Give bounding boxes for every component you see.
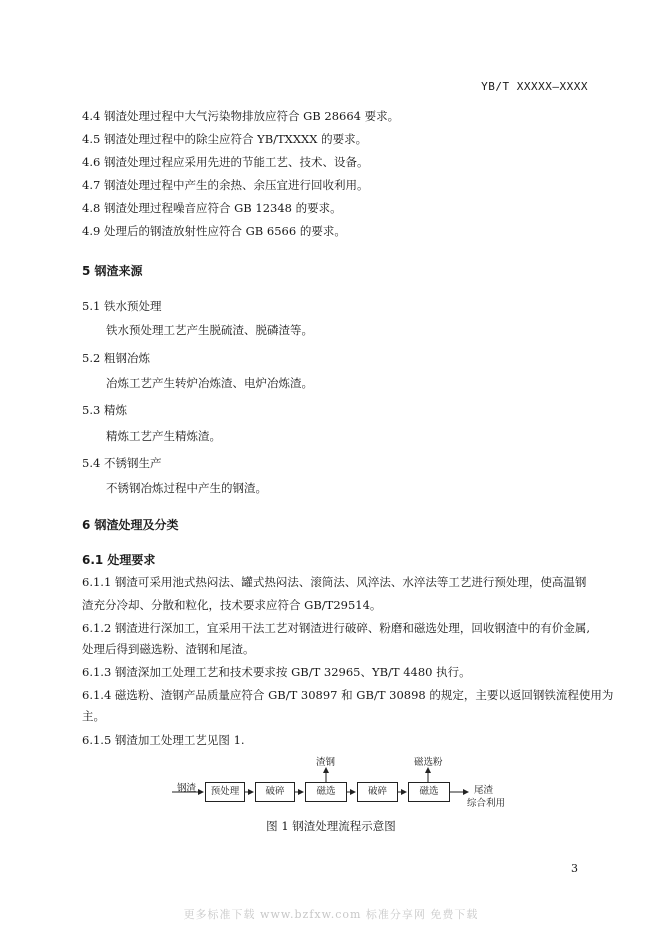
clause-6-1-1-line1: 6.1.1 钢渣可采用池式热闷法、罐式热闷法、滚筒法、风淬法、水淬法等工艺进行预处理，使高温钢 <box>82 575 587 589</box>
flow-box-magnetic-1: 磁选 <box>305 782 347 802</box>
page-number: 3 <box>571 862 578 875</box>
clause-4-4: 4.4 钢渣处理过程中大气污染物排放应符合 GB 28664 要求。 <box>82 109 400 123</box>
flow-box-pretreatment: 预处理 <box>205 782 245 802</box>
clause-6-1-2-line1: 6.1.2 钢渣进行深加工，宜采用干法工艺对钢渣进行破碎、粉磨和磁选处理，回收钢渣中的有价金属, <box>82 621 591 635</box>
section-6-heading: 6 钢渣处理及分类 <box>82 518 179 532</box>
clause-5-2-text: 冶炼工艺产生转炉冶炼渣、电炉冶炼渣。 <box>106 376 313 390</box>
flow-output-magnetic-powder: 磁选粉 <box>414 757 443 768</box>
clause-5-3-text: 精炼工艺产生精炼渣。 <box>106 429 221 443</box>
flow-input-label: 钢渣 <box>177 783 197 794</box>
flow-output-slag-steel: 渣钢 <box>316 757 336 768</box>
section-5-heading: 5 钢渣来源 <box>82 264 143 278</box>
clause-4-5: 4.5 钢渣处理过程中的除尘应符合 YB/TXXXX 的要求。 <box>82 132 368 146</box>
flow-box-crushing-2: 破碎 <box>357 782 398 802</box>
flow-box-magnetic-2: 磁选 <box>408 782 450 802</box>
flow-final-tailings: 尾渣 <box>474 785 494 796</box>
flow-final-utilization: 综合利用 <box>467 798 506 809</box>
clause-5-3-title: 5.3 精炼 <box>82 403 127 417</box>
process-flowchart <box>170 752 520 812</box>
clause-6-1-4-line1: 6.1.4 磁选粉、渣钢产品质量应符合 GB/T 30897 和 GB/T 30898 的规定，主要以返回钢铁流程使用为 <box>82 688 614 702</box>
figure-caption: 图 1 钢渣处理流程示意图 <box>266 819 396 833</box>
clause-6-1-4-line2: 主。 <box>82 709 105 723</box>
clause-4-7: 4.7 钢渣处理过程中产生的余热、余压宜进行回收利用。 <box>82 178 369 192</box>
clause-5-2-title: 5.2 粗钢冶炼 <box>82 351 150 365</box>
flow-box-crushing-1: 破碎 <box>255 782 295 802</box>
clause-5-4-text: 不锈钢冶炼过程中产生的钢渣。 <box>106 481 267 495</box>
clause-4-6: 4.6 钢渣处理过程应采用先进的节能工艺、技术、设备。 <box>82 155 369 169</box>
clause-6-1-3: 6.1.3 钢渣深加工处理工艺和技术要求按 GB/T 32965、YB/T 4480 执行。 <box>82 665 471 679</box>
footer-watermark: 更多标准下载 www.bzfxw.com 标准分享网 免费下载 <box>183 908 479 921</box>
standard-code: YB/T XXXXX—XXXX <box>481 80 588 93</box>
clause-6-1-2-line2: 处理后得到磁选粉、渣钢和尾渣。 <box>82 642 255 656</box>
clause-5-1-text: 铁水预处理工艺产生脱硫渣、脱磷渣等。 <box>106 323 313 337</box>
clause-4-8: 4.8 钢渣处理过程噪音应符合 GB 12348 的要求。 <box>82 201 342 215</box>
clause-6-1-1-line2: 渣充分冷却、分散和粒化，技术要求应符合 GB/T29514。 <box>82 598 382 612</box>
clause-4-9: 4.9 处理后的钢渣放射性应符合 GB 6566 的要求。 <box>82 224 346 238</box>
section-6-1-heading: 6.1 处理要求 <box>82 553 156 567</box>
clause-6-1-5: 6.1.5 钢渣加工处理工艺见图 1. <box>82 733 245 747</box>
clause-5-1-title: 5.1 铁水预处理 <box>82 299 162 313</box>
clause-5-4-title: 5.4 不锈钢生产 <box>82 456 162 470</box>
